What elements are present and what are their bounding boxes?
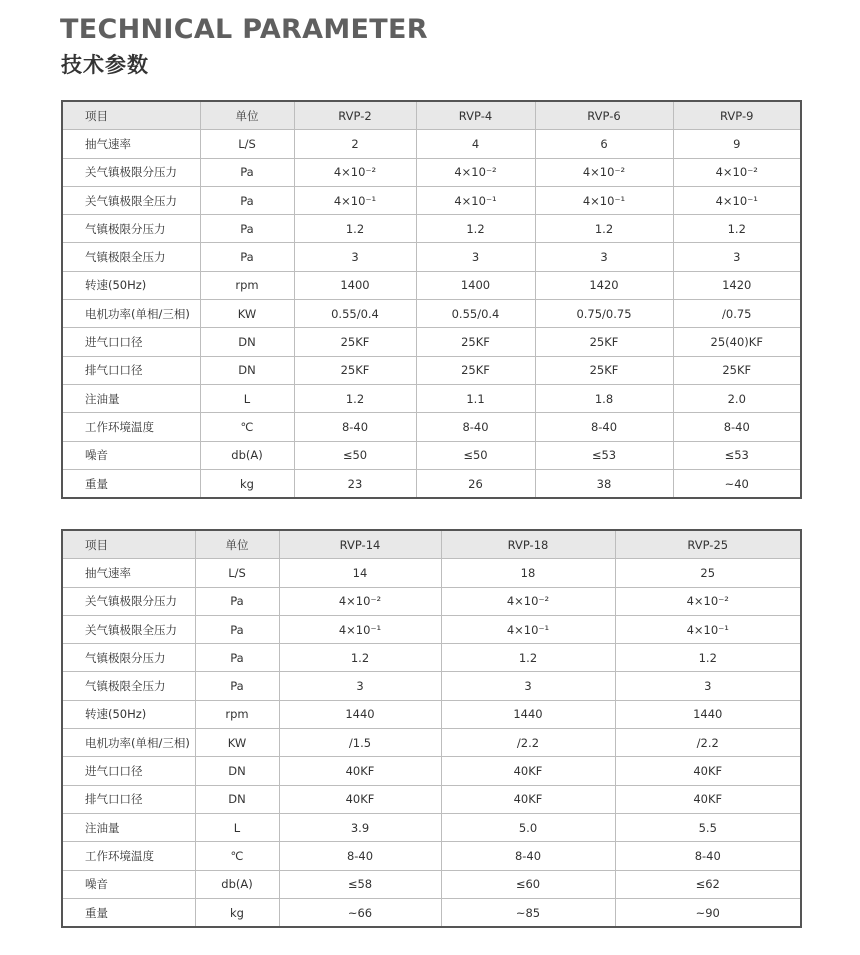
value-cell: 4×10⁻² bbox=[294, 158, 416, 186]
value-cell: 40KF bbox=[615, 757, 801, 785]
row-label: 排气口口径 bbox=[62, 356, 200, 384]
value-cell: 4×10⁻² bbox=[673, 158, 801, 186]
value-cell: 8-40 bbox=[294, 413, 416, 441]
unit-cell: Pa bbox=[195, 587, 279, 615]
row-label: 重量 bbox=[62, 469, 200, 498]
value-cell: 3.9 bbox=[279, 813, 441, 841]
value-cell: 8-40 bbox=[673, 413, 801, 441]
value-cell: 1.2 bbox=[441, 644, 615, 672]
row-label: 噪音 bbox=[62, 870, 195, 898]
row-label: 气镇极限全压力 bbox=[62, 243, 200, 271]
value-cell: ≤50 bbox=[416, 441, 535, 469]
header-item: 项目 bbox=[62, 530, 195, 559]
unit-cell: Pa bbox=[195, 644, 279, 672]
table-row bbox=[62, 356, 801, 384]
header-model: RVP-2 bbox=[294, 101, 416, 130]
table-row bbox=[62, 243, 801, 271]
row-label: 电机功率(单相/三相) bbox=[62, 729, 195, 757]
table-row bbox=[62, 413, 801, 441]
row-label: 关气镇极限分压力 bbox=[62, 158, 200, 186]
unit-cell: Pa bbox=[195, 672, 279, 700]
unit-cell: kg bbox=[195, 898, 279, 927]
value-cell: 0.55/0.4 bbox=[294, 300, 416, 328]
table-header-row bbox=[62, 101, 801, 130]
unit-cell: db(A) bbox=[195, 870, 279, 898]
value-cell: 4×10⁻¹ bbox=[416, 186, 535, 214]
unit-cell: Pa bbox=[200, 186, 294, 214]
value-cell: 25KF bbox=[416, 356, 535, 384]
value-cell: 3 bbox=[416, 243, 535, 271]
value-cell: 4×10⁻¹ bbox=[294, 186, 416, 214]
value-cell: 4×10⁻² bbox=[535, 158, 673, 186]
unit-cell: kg bbox=[200, 469, 294, 498]
table-row bbox=[62, 186, 801, 214]
header-model: RVP-18 bbox=[441, 530, 615, 559]
value-cell: 1420 bbox=[673, 271, 801, 299]
row-label: 工作环境温度 bbox=[62, 842, 195, 870]
value-cell: 5.5 bbox=[615, 813, 801, 841]
table-row bbox=[62, 469, 801, 498]
value-cell: 2.0 bbox=[673, 384, 801, 412]
value-cell: 4×10⁻¹ bbox=[535, 186, 673, 214]
value-cell: 4×10⁻¹ bbox=[673, 186, 801, 214]
unit-cell: KW bbox=[195, 729, 279, 757]
table-row bbox=[62, 672, 801, 700]
row-label: 关气镇极限分压力 bbox=[62, 587, 195, 615]
value-cell: ≤62 bbox=[615, 870, 801, 898]
value-cell: 4×10⁻² bbox=[279, 587, 441, 615]
header-model: RVP-14 bbox=[279, 530, 441, 559]
table-row bbox=[62, 898, 801, 927]
value-cell: 4×10⁻² bbox=[615, 587, 801, 615]
row-label: 关气镇极限全压力 bbox=[62, 186, 200, 214]
unit-cell: L bbox=[195, 813, 279, 841]
row-label: 转速(50Hz) bbox=[62, 271, 200, 299]
value-cell: 4 bbox=[416, 130, 535, 158]
value-cell: ~66 bbox=[279, 898, 441, 927]
value-cell: ≤58 bbox=[279, 870, 441, 898]
value-cell: 4×10⁻¹ bbox=[441, 615, 615, 643]
value-cell: 14 bbox=[279, 559, 441, 587]
value-cell: 3 bbox=[441, 672, 615, 700]
row-label: 转速(50Hz) bbox=[62, 700, 195, 728]
table-row bbox=[62, 785, 801, 813]
unit-cell: Pa bbox=[195, 615, 279, 643]
value-cell: ≤53 bbox=[673, 441, 801, 469]
unit-cell: L/S bbox=[195, 559, 279, 587]
value-cell: 1440 bbox=[279, 700, 441, 728]
value-cell: 3 bbox=[535, 243, 673, 271]
value-cell: 25KF bbox=[416, 328, 535, 356]
row-label: 排气口口径 bbox=[62, 785, 195, 813]
value-cell: ≤53 bbox=[535, 441, 673, 469]
value-cell: 1.1 bbox=[416, 384, 535, 412]
page-title: TECHNICAL PARAMETER bbox=[60, 14, 428, 45]
value-cell: 1.8 bbox=[535, 384, 673, 412]
unit-cell: L/S bbox=[200, 130, 294, 158]
table-row bbox=[62, 757, 801, 785]
row-label: 抽气速率 bbox=[62, 559, 195, 587]
value-cell: 0.75/0.75 bbox=[535, 300, 673, 328]
table-header-row bbox=[62, 530, 801, 559]
value-cell: 1.2 bbox=[294, 384, 416, 412]
row-label: 气镇极限分压力 bbox=[62, 644, 195, 672]
value-cell: ≤50 bbox=[294, 441, 416, 469]
value-cell: 3 bbox=[279, 672, 441, 700]
value-cell: 1.2 bbox=[279, 644, 441, 672]
value-cell: 25KF bbox=[673, 356, 801, 384]
value-cell: 4×10⁻¹ bbox=[279, 615, 441, 643]
value-cell: 3 bbox=[294, 243, 416, 271]
value-cell: 1.2 bbox=[615, 644, 801, 672]
spec-table-rvp-2-9 bbox=[61, 100, 802, 499]
value-cell: 1440 bbox=[615, 700, 801, 728]
value-cell: 1420 bbox=[535, 271, 673, 299]
table-row bbox=[62, 644, 801, 672]
value-cell: 40KF bbox=[279, 785, 441, 813]
table-row bbox=[62, 615, 801, 643]
table-row bbox=[62, 813, 801, 841]
value-cell: 1400 bbox=[294, 271, 416, 299]
value-cell: 4×10⁻² bbox=[441, 587, 615, 615]
row-label: 注油量 bbox=[62, 813, 195, 841]
value-cell: 25KF bbox=[535, 356, 673, 384]
value-cell: ~40 bbox=[673, 469, 801, 498]
row-label: 噪音 bbox=[62, 441, 200, 469]
value-cell: 8-40 bbox=[416, 413, 535, 441]
value-cell: 3 bbox=[615, 672, 801, 700]
value-cell: 40KF bbox=[441, 757, 615, 785]
unit-cell: DN bbox=[195, 757, 279, 785]
unit-cell: rpm bbox=[200, 271, 294, 299]
value-cell: 26 bbox=[416, 469, 535, 498]
value-cell: 38 bbox=[535, 469, 673, 498]
header-unit: 单位 bbox=[200, 101, 294, 130]
table-row bbox=[62, 328, 801, 356]
row-label: 气镇极限分压力 bbox=[62, 215, 200, 243]
unit-cell: rpm bbox=[195, 700, 279, 728]
value-cell: 6 bbox=[535, 130, 673, 158]
row-label: 注油量 bbox=[62, 384, 200, 412]
table-row bbox=[62, 130, 801, 158]
table-row bbox=[62, 300, 801, 328]
value-cell: 4×10⁻² bbox=[416, 158, 535, 186]
value-cell: ≤60 bbox=[441, 870, 615, 898]
table-row bbox=[62, 559, 801, 587]
value-cell: 40KF bbox=[615, 785, 801, 813]
page-subtitle: 技术参数 bbox=[61, 53, 149, 77]
value-cell: /0.75 bbox=[673, 300, 801, 328]
value-cell: 1400 bbox=[416, 271, 535, 299]
row-label: 抽气速率 bbox=[62, 130, 200, 158]
row-label: 进气口口径 bbox=[62, 328, 200, 356]
value-cell: 25 bbox=[615, 559, 801, 587]
value-cell: 8-40 bbox=[615, 842, 801, 870]
unit-cell: Pa bbox=[200, 158, 294, 186]
row-label: 进气口口径 bbox=[62, 757, 195, 785]
unit-cell: Pa bbox=[200, 215, 294, 243]
value-cell: 25KF bbox=[294, 356, 416, 384]
value-cell: /2.2 bbox=[615, 729, 801, 757]
value-cell: 25KF bbox=[294, 328, 416, 356]
value-cell: 18 bbox=[441, 559, 615, 587]
unit-cell: DN bbox=[200, 328, 294, 356]
value-cell: ~90 bbox=[615, 898, 801, 927]
table-row bbox=[62, 842, 801, 870]
value-cell: ~85 bbox=[441, 898, 615, 927]
unit-cell: KW bbox=[200, 300, 294, 328]
table-row bbox=[62, 271, 801, 299]
unit-cell: DN bbox=[200, 356, 294, 384]
value-cell: 5.0 bbox=[441, 813, 615, 841]
header-model: RVP-25 bbox=[615, 530, 801, 559]
table-row bbox=[62, 587, 801, 615]
value-cell: 25KF bbox=[535, 328, 673, 356]
value-cell: 40KF bbox=[279, 757, 441, 785]
header-model: RVP-6 bbox=[535, 101, 673, 130]
header-unit: 单位 bbox=[195, 530, 279, 559]
spec-table-rvp-14-25 bbox=[61, 529, 802, 928]
value-cell: 9 bbox=[673, 130, 801, 158]
value-cell: 1.2 bbox=[416, 215, 535, 243]
value-cell: 8-40 bbox=[535, 413, 673, 441]
value-cell: 8-40 bbox=[441, 842, 615, 870]
unit-cell: ℃ bbox=[200, 413, 294, 441]
value-cell: 4×10⁻¹ bbox=[615, 615, 801, 643]
row-label: 重量 bbox=[62, 898, 195, 927]
table-row bbox=[62, 215, 801, 243]
value-cell: 1.2 bbox=[294, 215, 416, 243]
table-row bbox=[62, 870, 801, 898]
header-model: RVP-9 bbox=[673, 101, 801, 130]
value-cell: 8-40 bbox=[279, 842, 441, 870]
value-cell: 25(40)KF bbox=[673, 328, 801, 356]
unit-cell: ℃ bbox=[195, 842, 279, 870]
value-cell: 1.2 bbox=[673, 215, 801, 243]
header-item: 项目 bbox=[62, 101, 200, 130]
value-cell: 0.55/0.4 bbox=[416, 300, 535, 328]
unit-cell: DN bbox=[195, 785, 279, 813]
unit-cell: L bbox=[200, 384, 294, 412]
value-cell: 23 bbox=[294, 469, 416, 498]
table-row bbox=[62, 158, 801, 186]
unit-cell: Pa bbox=[200, 243, 294, 271]
row-label: 关气镇极限全压力 bbox=[62, 615, 195, 643]
value-cell: 1440 bbox=[441, 700, 615, 728]
value-cell: 1.2 bbox=[535, 215, 673, 243]
value-cell: 3 bbox=[673, 243, 801, 271]
row-label: 气镇极限全压力 bbox=[62, 672, 195, 700]
header-model: RVP-4 bbox=[416, 101, 535, 130]
value-cell: 2 bbox=[294, 130, 416, 158]
value-cell: /1.5 bbox=[279, 729, 441, 757]
row-label: 工作环境温度 bbox=[62, 413, 200, 441]
value-cell: 40KF bbox=[441, 785, 615, 813]
table-row bbox=[62, 729, 801, 757]
unit-cell: db(A) bbox=[200, 441, 294, 469]
value-cell: /2.2 bbox=[441, 729, 615, 757]
table-row bbox=[62, 441, 801, 469]
table-row bbox=[62, 700, 801, 728]
table-row bbox=[62, 384, 801, 412]
row-label: 电机功率(单相/三相) bbox=[62, 300, 200, 328]
